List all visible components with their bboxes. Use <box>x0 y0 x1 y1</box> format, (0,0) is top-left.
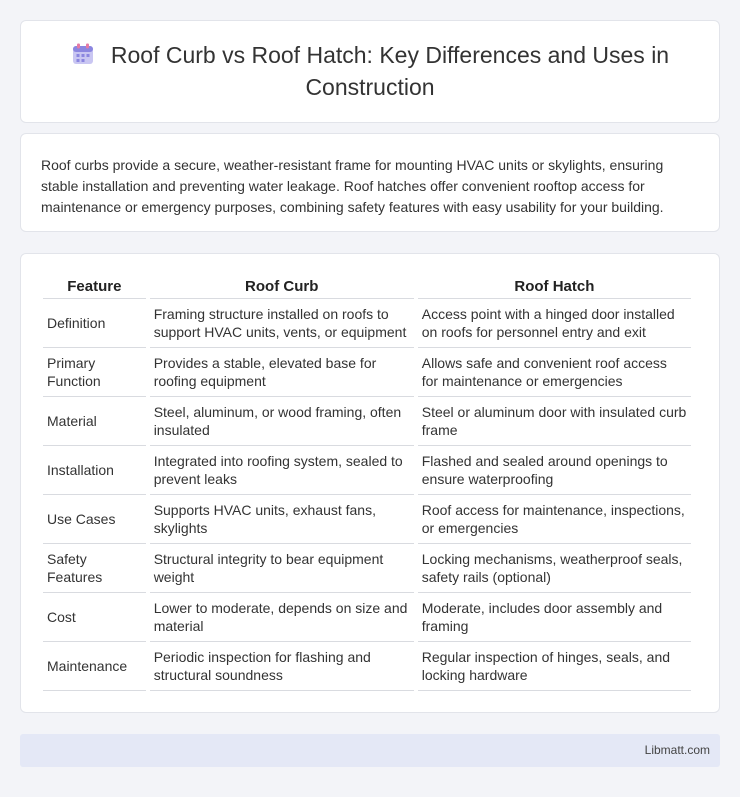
table-row <box>43 544 691 593</box>
header-roof-curb: Roof Curb <box>150 278 414 299</box>
roof-curb-cell: Provides a stable, elevated base for roofing equipment <box>150 348 414 397</box>
comparison-table-card <box>20 253 720 713</box>
feature-cell: Use Cases <box>43 495 146 544</box>
summary-card <box>20 133 720 232</box>
footer-brand[interactable]: Libmatt.com <box>644 743 710 757</box>
feature-cell: Material <box>43 397 146 446</box>
table-row <box>43 299 691 348</box>
roof-hatch-cell: Allows safe and convenient roof access for maintenance or emergencies <box>418 348 691 397</box>
feature-cell: Installation <box>43 446 146 495</box>
table-row <box>43 593 691 642</box>
summary-text: Roof curbs provide a secure, weather-resistant frame for mounting HVAC units or skylights, ensuring stable installation and preventing water leakage. Roof hatches offer convenient rooftop access for maintenance or emergency purposes, combining safety features with easy usability for your building. <box>41 157 664 215</box>
page-title: Roof Curb vs Roof Hatch: Key Differences and Uses in Construction <box>110 42 670 100</box>
roof-curb-cell: Lower to moderate, depends on size and material <box>150 593 414 642</box>
title-card <box>20 20 720 123</box>
feature-cell: Primary Function <box>43 348 146 397</box>
header-feature: Feature <box>43 278 146 299</box>
header-roof-hatch: Roof Hatch <box>418 278 691 299</box>
table-row <box>43 348 691 397</box>
table-row <box>43 397 691 446</box>
roof-hatch-cell: Access point with a hinged door installed on roofs for personnel entry and exit <box>418 299 691 348</box>
page-title-wrap <box>51 41 689 102</box>
table-header-row <box>43 278 691 299</box>
roof-curb-cell: Integrated into roofing system, sealed to prevent leaks <box>150 446 414 495</box>
table-row <box>43 642 691 691</box>
table-row <box>43 446 691 495</box>
table-row <box>43 495 691 544</box>
roof-curb-cell: Periodic inspection for flashing and structural soundness <box>150 642 414 691</box>
feature-cell: Safety Features <box>43 544 146 593</box>
calendar-icon <box>71 42 95 73</box>
roof-curb-cell: Structural integrity to bear equipment weight <box>150 544 414 593</box>
feature-cell: Maintenance <box>43 642 146 691</box>
roof-hatch-cell: Steel or aluminum door with insulated curb frame <box>418 397 691 446</box>
feature-cell: Cost <box>43 593 146 642</box>
roof-hatch-cell: Regular inspection of hinges, seals, and locking hardware <box>418 642 691 691</box>
feature-cell: Definition <box>43 299 146 348</box>
roof-hatch-cell: Moderate, includes door assembly and framing <box>418 593 691 642</box>
comparison-table <box>39 278 695 691</box>
roof-curb-cell: Framing structure installed on roofs to support HVAC units, vents, or equipment <box>150 299 414 348</box>
roof-curb-cell: Supports HVAC units, exhaust fans, skylights <box>150 495 414 544</box>
footer <box>20 734 720 767</box>
roof-hatch-cell: Roof access for maintenance, inspections, or emergencies <box>418 495 691 544</box>
roof-hatch-cell: Locking mechanisms, weatherproof seals, safety rails (optional) <box>418 544 691 593</box>
roof-hatch-cell: Flashed and sealed around openings to ensure waterproofing <box>418 446 691 495</box>
roof-curb-cell: Steel, aluminum, or wood framing, often insulated <box>150 397 414 446</box>
